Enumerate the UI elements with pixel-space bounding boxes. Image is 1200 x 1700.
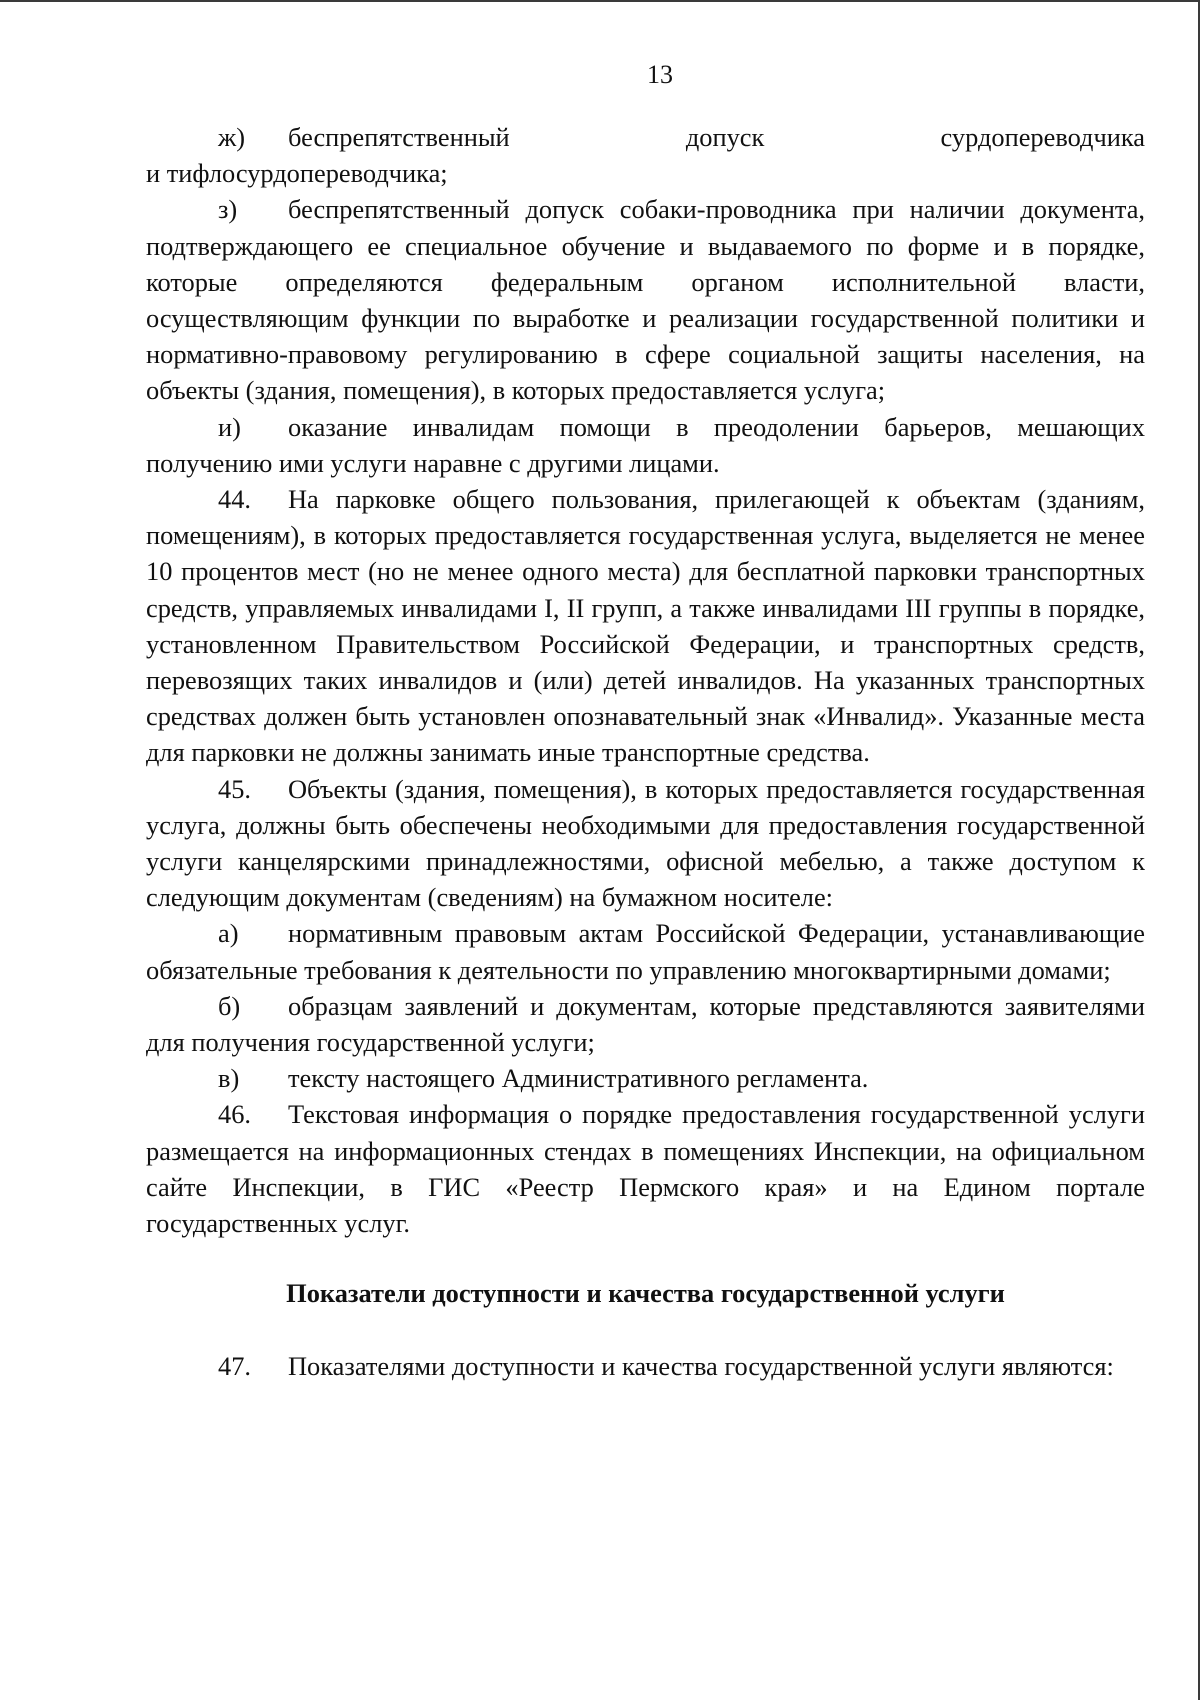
document-body: [146, 119, 1145, 1384]
paragraph-i: [146, 409, 1145, 481]
paragraph-marker: 44.: [218, 484, 251, 515]
paragraph-text: образцам заявлений и документам, которые представляются заявителями для получения государственной услуги;: [146, 990, 1145, 1058]
paragraph-text: беспрепятственный допуск собаки-проводника при наличии документа, подтверждающего ее специальное обучение и выдаваемого по форме и в порядке, которые определяются федеральным органом исполнительной власти, осуществляющим функции по выработке и реализации государственной политики и нормативно-правовому регулированию в сфере социальной защиты населения, на объекты (здания, помещения), в которых предоставляется услуга;: [146, 194, 1145, 406]
paragraph-text: беспрепятственный допуск сурдопереводчика: [288, 122, 1145, 152]
paragraph-marker: 47.: [218, 1350, 251, 1381]
paragraph-marker: б): [218, 990, 241, 1021]
paragraph-z: [146, 191, 1145, 408]
paragraph-46: [146, 1096, 1145, 1241]
paragraph-text: нормативным правовым актам Российской Федерации, устанавливающие обязательные требования к деятельности по управлению многоквартирными домами;: [146, 918, 1145, 985]
paragraph-text: Текстовая информация о порядке предоставления государственной услуги размещается на информационных стендах в помещениях Инспекции, на официальном сайте Инспекции, в ГИС «Реестр Пермского края» и на Едином портале государственных услуг.: [146, 1099, 1145, 1239]
paragraph-b: [146, 988, 1145, 1060]
paragraph-text: Объекты (здания, помещения), в которых предоставляется государственная услуга, должны быть обеспечены необходимыми для предоставления государственной услуги канцелярскими принадлежностями, офисной мебелью, а также доступом к следующим документам (сведениям) на бумажном носителе:: [146, 773, 1145, 913]
paragraph-47: [146, 1348, 1145, 1384]
paragraph-marker: и): [218, 411, 241, 442]
paragraph-v: [146, 1060, 1145, 1096]
paragraph-a: [146, 915, 1145, 987]
paragraph-marker: 46.: [218, 1099, 251, 1130]
paragraph-marker: ж): [218, 122, 246, 152]
paragraph-marker: 45.: [218, 773, 251, 804]
paragraph-text: Показателями доступности и качества государственной услуги являются:: [288, 1350, 1114, 1381]
paragraph-zh: [146, 119, 1145, 155]
paragraph-marker: з): [218, 194, 238, 225]
paragraph-marker: в): [218, 1063, 240, 1094]
paragraph-marker: а): [218, 918, 239, 949]
paragraph-zh-continuation: и тифлосурдопереводчика;: [146, 158, 448, 189]
paragraph-text: оказание инвалидам помощи в преодолении барьеров, мешающих получению ими услуги наравне с другими лицами.: [146, 411, 1145, 478]
paragraph-text: тексту настоящего Административного регламента.: [288, 1063, 869, 1094]
section-heading: Показатели доступности и качества государственной услуги: [286, 1278, 1005, 1309]
page-number: 13: [647, 60, 673, 89]
paragraph-45: [146, 771, 1145, 916]
paragraph-text: На парковке общего пользования, прилегающей к объектам (зданиям, помещениям), в которых предоставляется государственная услуга, выделяется не менее 10 процентов мест (но не менее одного места) для бесплатной парковки транспортных средств, управляемых инвалидами I, II групп, а также инвалидами III группы в порядке, установленном Правительством Российской Федерации, и транспортных средств, перевозящих таких инвалидов и (или) детей инвалидов. На указанных транспортных средствах должен быть установлен опознавательный знак «Инвалид». Указанные места для парковки не должны занимать иные транспортные средства.: [146, 484, 1145, 768]
paragraph-44: [146, 481, 1145, 771]
